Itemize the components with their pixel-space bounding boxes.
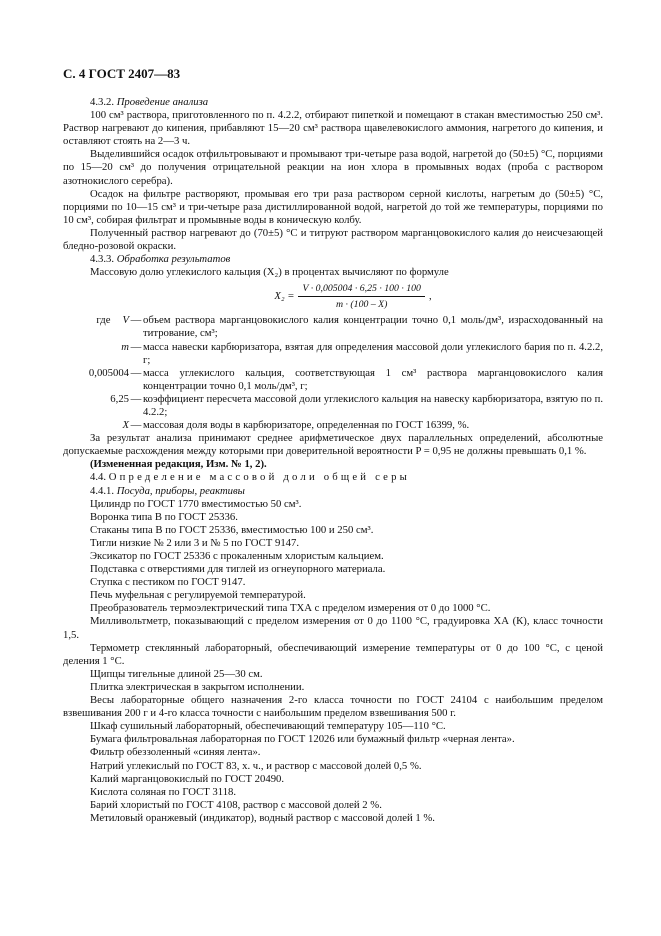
definition-symbol: m xyxy=(121,340,129,353)
list-item: Тигли низкие № 2 или 3 и № 5 по ГОСТ 9147. xyxy=(90,536,300,549)
section-heading-4-4-1 xyxy=(63,485,603,498)
definition-symbol: 6,25 xyxy=(110,392,129,405)
paragraph: Осадок на фильтре растворяют, промывая его три раза раствором серной кислоты, нагретым до (50±5) °С, порциями по 10—15 см³ и три-четыре раза дистиллированной водой, нагретой до той же температуры, порциями по 10 см³, собирая фильтрат и промывные воды в коническую колбу. xyxy=(63,187,603,226)
section-heading-4-4 xyxy=(63,471,603,484)
heading-number: 4.4.1. xyxy=(90,484,115,497)
heading-number: 4.4. xyxy=(90,471,107,484)
definition-item xyxy=(63,341,603,367)
list-item: Фильтр обеззоленный «синяя лента». xyxy=(90,746,261,759)
list-item: Подставка с отверстиями для тиглей из огнеупорного материала. xyxy=(90,563,386,576)
definition-dash: — xyxy=(130,340,142,353)
formula-fraction xyxy=(298,282,424,311)
section-heading-4-3-2 xyxy=(63,96,603,109)
list-item: Преобразователь термоэлектрический типа ТХА с пределом измерения от 0 до 1000 °С. xyxy=(90,602,491,615)
definition-text: коэффициент пересчета массовой доли углекислого кальция на навеску карбюризатора, взятую по п. 4.2.2; xyxy=(143,392,603,418)
definition-text: масса навески карбюризатора, взятая для определения массовой доли углекислого бария по п. 4.2.2, г; xyxy=(143,340,603,366)
formula-intro: Массовую долю углекислого кальция (X₂) в процентах вычисляют по формуле xyxy=(90,266,449,279)
list-item: Барий хлористый по ГОСТ 4108, раствор с массовой долей 2 %. xyxy=(90,798,382,811)
section-heading-4-3-3 xyxy=(63,253,603,266)
definition-symbol: 0,005004 xyxy=(88,366,129,379)
page-content xyxy=(63,96,603,825)
formula xyxy=(103,281,603,311)
heading-number: 4.3.3. xyxy=(90,253,115,266)
list-item: Плитка электрическая в закрытом исполнении. xyxy=(90,680,305,693)
definition-item xyxy=(63,393,603,419)
definition-item xyxy=(63,367,603,393)
definition-symbol: X xyxy=(122,419,129,432)
list-item: Кислота соляная по ГОСТ 3118. xyxy=(90,785,237,798)
equipment-list xyxy=(63,498,603,825)
formula-numerator: V · 0,005004 · 6,25 · 100 · 100 xyxy=(298,282,424,297)
paragraph: Выделившийся осадок отфильтровывают и промывают три-четыре раза водой, нагретой до (50±5) °С, порциями по 15—20 см³ до получения отрицательной реакции на ион хлора в промывных водах (проба с раствором азотнокислого серебра). xyxy=(63,148,603,187)
list-item: Термометр стеклянный лабораторный, обеспечивающий измерение температуры от 0 до 100 °С, с ценой деления 1 °С. xyxy=(63,641,603,667)
definition-item xyxy=(63,419,603,432)
list-item: Воронка типа В по ГОСТ 25336. xyxy=(90,510,238,523)
list-item: Калий марганцовокислый по ГОСТ 20490. xyxy=(90,772,285,785)
heading-title: Проведение анализа xyxy=(116,96,209,108)
definition-dash: — xyxy=(130,314,142,327)
result-paragraph: За результат анализа принимают среднее арифметическое двух параллельных определений, абсолютные допускаемые расхождения между которыми при доверительной вероятности P = 0,95 не должны превышать 0,1 %. xyxy=(63,432,603,458)
list-item: Метиловый оранжевый (индикатор), водный раствор с массовой долей 1 %. xyxy=(90,811,435,824)
list-item: Натрий углекислый по ГОСТ 83, х. ч., и раствор с массовой долей 0,5 %. xyxy=(90,759,422,772)
heading-title: Посуда, приборы, реактивы xyxy=(116,484,245,497)
heading-title: Обработка результатов xyxy=(116,253,231,266)
heading-title: Определение массовой доли общей серы xyxy=(108,471,411,484)
formula-end: , xyxy=(428,289,432,302)
definition-text: объем раствора марганцовокислого калия концентрации точно 0,1 моль/дм³, израсходованный на титрование, см³; xyxy=(143,314,603,340)
definition-dash: — xyxy=(130,366,142,379)
edition-note: (Измененная редакция, Изм. № 1, 2). xyxy=(90,458,267,471)
definition-text: массовая доля воды в карбюризаторе, определенная по ГОСТ 16399, %. xyxy=(143,419,470,432)
page-header: С. 4 ГОСТ 2407—83 xyxy=(63,66,181,81)
where-word: где xyxy=(96,314,111,327)
list-item: Бумага фильтровальная лабораторная по ГОСТ 12026 или бумажный фильтр «черная лента». xyxy=(90,733,515,746)
list-item: Милливольтметр, показывающий с пределом измерения от 0 до 1100 °С, градуировка ХА (К), класс точности 1,5. xyxy=(63,615,603,641)
definition-dash: — xyxy=(130,392,142,405)
paragraph: 100 см³ раствора, приготовленного по п. 4.2.2, отбирают пипеткой и помещают в стакан вместимостью 250 см³. Раствор нагревают до кипения, прибавляют 15—20 см³ раствора щавелевокислого аммония, нагретого до кипения, и оставляют стоять на 2—3 ч. xyxy=(63,109,603,148)
paragraph: Полученный раствор нагревают до (70±5) °С и титруют раствором марганцовокислого калия до неисчезающей бледно-розовой окраски. xyxy=(63,226,603,253)
list-item: Печь муфельная с регулируемой температурой. xyxy=(90,589,306,602)
formula-denominator: m · (100 – X) xyxy=(336,298,388,310)
definition-text: масса углекислого кальция, соответствующая 1 см³ раствора марганцовокислого калия концентрации точно 0,1 моль/дм³, г; xyxy=(143,366,603,392)
list-item: Стаканы типа В по ГОСТ 25336, вместимостью 100 и 250 см³. xyxy=(90,523,374,536)
definition-symbol xyxy=(63,314,129,340)
list-item: Эксикатор по ГОСТ 25336 с прокаленным хлористым кальцием. xyxy=(90,550,384,562)
list-item: Щипцы тигельные длиной 25—30 см. xyxy=(90,667,263,680)
list-item: Цилиндр по ГОСТ 1770 вместимостью 50 см³. xyxy=(90,497,302,510)
heading-number: 4.3.2. xyxy=(90,96,115,108)
list-item: Весы лабораторные общего назначения 2-го класса точности по ГОСТ 24104 с наибольшим пределом взвешивания 200 г и 4-го класса точности с наибольшим пределом взвешивания 500 г. xyxy=(63,694,603,720)
list-item: Ступка с пестиком по ГОСТ 9147. xyxy=(90,576,246,589)
symbol-text: V xyxy=(122,314,129,327)
formula-lhs: X₂ = xyxy=(274,289,295,302)
definition-dash: — xyxy=(130,419,142,432)
definition-item xyxy=(63,314,603,340)
list-item: Шкаф сушильный лабораторный, обеспечивающий температуру 105—110 °С. xyxy=(90,720,446,733)
